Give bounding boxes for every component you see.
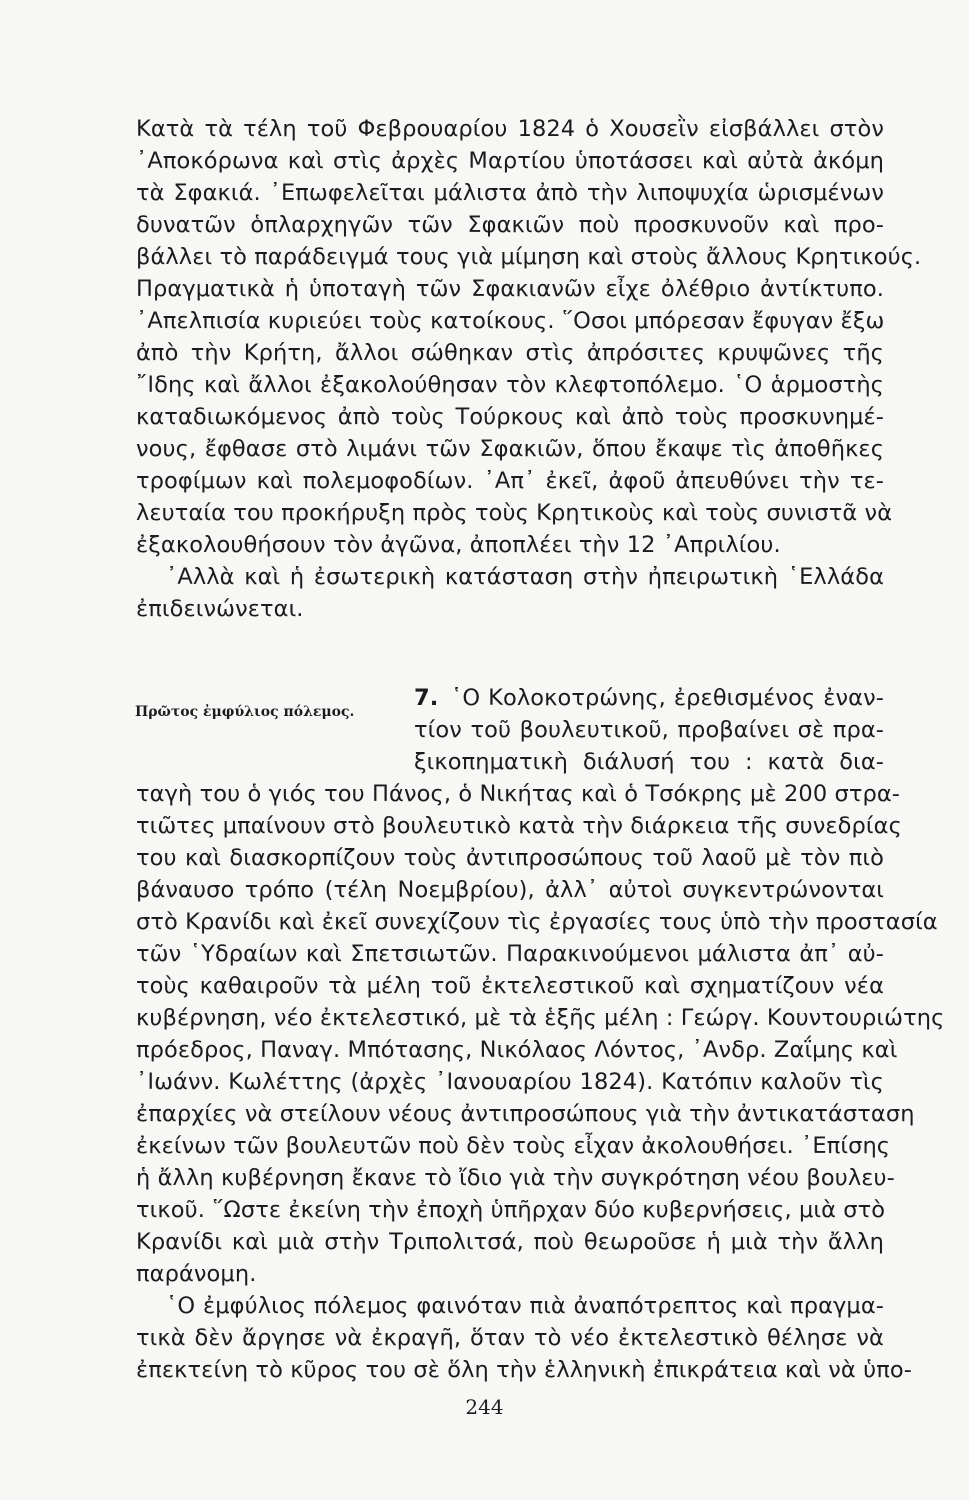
text-line: κυβέρνηση, νέο ἐκτελεστικό, μὲ τὰ ἑξῆς μέλη : Γεώργ. Κουντουριώτης (136, 1005, 945, 1031)
text-line: τοὺς καθαιροῦν τὰ μέλη τοῦ ἐκτελεστικοῦ καὶ σχηματίζουν νέα (136, 973, 884, 999)
text-line: ἐπεκτείνη τὸ κῦρος του σὲ ὅλη τὴν ἑλληνικὴ ἐπικράτεια καὶ νὰ ὑπο- (136, 1357, 912, 1383)
text-line: παράνομη. (136, 1261, 257, 1287)
section-number-text: 7. (414, 685, 439, 711)
text-line: ᾿Ιωάνν. Κωλέττης (ἀρχὲς ᾿Ιανουαρίου 1824). Κατόπιν καλοῦν τὶς (136, 1069, 884, 1095)
section-number (414, 683, 448, 713)
text-line: Πραγματικὰ ἡ ὑποταγὴ τῶν Σφακιανῶν εἶχε ὀλέθριο ἀντίκτυπο. (136, 276, 884, 302)
page-number: 244 (465, 1395, 504, 1419)
text-line: δυνατῶν ὁπλαρχηγῶν τῶν Σφακιῶν ποὺ προσκυνοῦν καὶ προ- (136, 212, 884, 238)
text-line: τικὰ δὲν ἄργησε νὰ ἐκραγῆ, ὅταν τὸ νέο ἐκτελεστικὸ θέλησε νὰ (136, 1325, 884, 1351)
text-line: ῎Ιδης καὶ ἄλλοι ἐξακολούθησαν τὸν κλεφτοπόλεμο. ῾Ο ἁρμοστὴς (136, 372, 884, 398)
text-line: ταγὴ του ὁ γιός του Πάνος, ὁ Νικήτας καὶ ὁ Τσόκρης μὲ 200 στρα- (136, 781, 901, 807)
text-line: τὰ Σφακιά. ᾿Επωφελεῖται μάλιστα ἀπὸ τὴν λιποψυχία ὡρισμένων (136, 180, 884, 206)
text-line: πρόεδρος, Παναγ. Μπότασης, Νικόλαος Λόντος, ᾿Ανδρ. Ζαΐμης καὶ (136, 1037, 898, 1063)
text-line: τίον τοῦ βουλευτικοῦ, προβαίνει σὲ πρα- (414, 717, 884, 743)
text-line: τικοῦ. ῞Ωστε ἐκείνη τὴν ἐποχὴ ὑπῆρχαν δύο κυβερνήσεις, μιὰ στὸ (136, 1197, 886, 1223)
text-line: βάλλει τὸ παράδειγμά τους γιὰ μίμηση καὶ στοὺς ἄλλους Κρητικούς. (136, 244, 922, 270)
text-line: ἀπὸ τὴν Κρήτη, ἄλλοι σώθηκαν στὶς ἀπρόσιτες κρυψῶνες τῆς (136, 340, 884, 366)
text-line: Κρανίδι καὶ μιὰ στὴν Τριπολιτσά, ποὺ θεωροῦσε ἡ μιὰ τὴν ἄλλη (136, 1229, 884, 1255)
text-line: ᾿Αλλὰ καὶ ἡ ἐσωτερικὴ κατάσταση στὴν ἠπειρωτικὴ ῾Ελλάδα (166, 564, 884, 590)
text-line: ἐπαρχίες νὰ στείλουν νέους ἀντιπροσώπους γιὰ τὴν ἀντικατάσταση (136, 1101, 915, 1127)
text-line: ᾿Αποκόρωνα καὶ στὶς ἀρχὲς Μαρτίου ὑποτάσσει καὶ αὐτὰ ἀκόμη (136, 148, 884, 174)
text-line: ῾Ο ἐμφύλιος πόλεμος φαινόταν πιὰ ἀναπότρεπτος καὶ πραγμα- (166, 1293, 884, 1319)
text-line: Κατὰ τὰ τέλη τοῦ Φεβρουαρίου 1824 ὁ Χουσεῒν εἰσβάλλει στὸν (136, 116, 884, 142)
text-line: βάναυσο τρόπο (τέλη Νοεμβρίου), ἀλλ᾿ αὐτοὶ συγκεντρώνονται (136, 877, 884, 903)
text-line: τιῶτες μπαίνουν στὸ βουλευτικὸ κατὰ τὴν διάρκεια τῆς συνεδρίας (136, 813, 902, 839)
text-line: του καὶ διασκορπίζουν τοὺς ἀντιπροσώπους τοῦ λαοῦ μὲ τὸν πιὸ (136, 845, 884, 871)
text-line: τῶν ῾Υδραίων καὶ Σπετσιωτῶν. Παρακινούμενοι μάλιστα ἀπ᾿ αὐ- (136, 941, 884, 967)
text-line: ἐπιδεινώνεται. (136, 596, 304, 622)
text-line: λευταία του προκήρυξη πρὸς τοὺς Κρητικοὺς καὶ τοὺς συνιστᾶ νὰ (136, 500, 893, 526)
text-line: νους, ἔφθασε στὸ λιμάνι τῶν Σφακιῶν, ὅπου ἔκαψε τὶς ἀποθῆκες (136, 436, 884, 462)
text-line: ξικοπηματικὴ διάλυσή του : κατὰ δια- (414, 749, 884, 775)
text-line: ῾Ο Κολοκοτρώνης, ἐρεθισμένος ἐναν- (451, 685, 884, 711)
text-line: ἐξακολουθήσουν τὸν ἀγῶνα, ἀποπλέει τὴν 12 ᾿Απριλίου. (136, 532, 781, 558)
text-line: τροφίμων καὶ πολεμοφοδίων. ᾿Απ᾿ ἐκεῖ, ἀφοῦ ἀπευθύνει τὴν τε- (136, 468, 884, 494)
text-line: καταδιωκόμενος ἀπὸ τοὺς Τούρκους καὶ ἀπὸ τοὺς προσκυνημέ- (136, 404, 884, 430)
text-line: στὸ Κρανίδι καὶ ἐκεῖ συνεχίζουν τὶς ἐργασίες τους ὑπὸ τὴν προστασία (136, 909, 938, 935)
text-line: ἐκείνων τῶν βουλευτῶν ποὺ δὲν τοὺς εἶχαν ἀκολουθήσει. ᾿Επίσης (136, 1133, 891, 1159)
margin-note: Πρῶτος ἐμφύλιος πόλεμος. (135, 704, 355, 720)
text-line: ἡ ἄλλη κυβέρνηση ἔκανε τὸ ἴδιο γιὰ τὴν συγκρότηση νέου βουλευ- (136, 1165, 895, 1191)
text-line: ᾿Απελπισία κυριεύει τοὺς κατοίκους. ῞Οσοι μπόρεσαν ἔφυγαν ἔξω (136, 308, 885, 334)
